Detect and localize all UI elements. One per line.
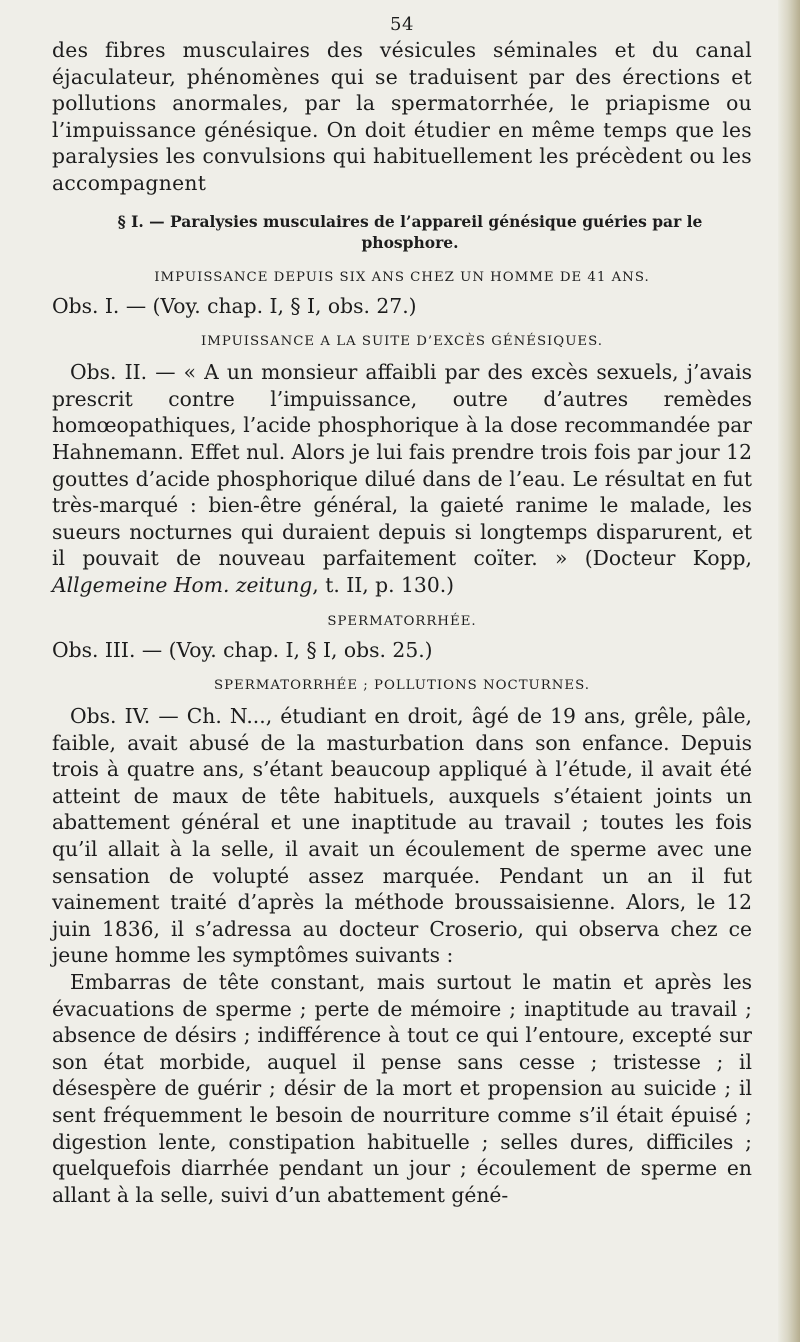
observation-4 (52, 703, 752, 969)
page-edge (778, 0, 800, 1342)
journal-title: Allgemeine Hom. zeitung (52, 572, 313, 597)
obs-label-2: Obs. II. (70, 360, 148, 385)
intro-paragraph: des fibres musculaires des vésicules séminales et du canal éjaculateur, phénomènes qui se traduisent par des érections et pollutions anormales, par la spermatorrhée, le priapisme ou l’impuissance génésique. On doit étudier en même temps que les paralysies les convulsions qui habituellement les précèdent ou les accompagnent (52, 38, 752, 195)
case-heading-1: IMPUISSANCE DEPUIS SIX ANS CHEZ UN HOMME DE 41 ANS. (154, 269, 650, 285)
page-number: 54 (390, 14, 414, 35)
case-heading-3: SPERMATORRHÉE. (327, 613, 477, 629)
obs-text-3: — (Voy. chap. I, § I, obs. 25.) (135, 637, 433, 662)
obs-label-1: Obs. I. (52, 293, 120, 318)
symptoms-paragraph: Embarras de tête constant, mais surtout le matin et après les évacuations de sperme ; perte de mémoire ; inaptitude au travail ; absence de désirs ; indifférence à tout ce qui l’entoure, excepté sur son état morbide, auquel il pense sans cesse ; tristesse ; il désespère de guérir ; désir de la mort et propension au suicide ; il sent fréquemment le besoin de nourriture comme s’il était épuisé ; digestion lente, constipation habituelle ; selles dures, difficiles ; quelquefois diarrhée pendant un jour ; écoulement de sperme en allant à la selle, suivi d’un abattement géné- (52, 970, 752, 1207)
case-heading-2: IMPUISSANCE A LA SUITE D’EXCÈS GÉNÉSIQUES. (201, 334, 603, 350)
observation-3 (52, 637, 752, 664)
obs-label-3: Obs. III. (52, 637, 136, 662)
obs-text-4: — Ch. N..., étudiant en droit, âgé de 19 ans, grêle, pâle, faible, avait abusé de la masturbation dans son enfance. Depuis trois à quatre ans, s’étant beaucoup appliqué à l’étude, il avait été atteint de maux de tête habituels, auxquels s’étaient joints un abattement général et une inaptitude au travail ; toutes les fois qu’il allait à la selle, il avait un écoulement de sperme avec une sensation de volupté assez marquée. Pendant un an il fut vainement traité d’après la méthode broussaisienne. Alors, le 12 juin 1836, il s’adressa au docteur Croserio, qui observa chez ce jeune homme les symptômes suivants : (52, 704, 752, 968)
obs-label-4: Obs. IV. (70, 704, 151, 729)
observation-1 (52, 293, 752, 320)
obs-text-2: — « A un monsieur affaibli par des excès sexuels, j’avais prescrit contre l’impuissance, outre d’autres remèdes homœopathiques, l’acide phosphorique à la dose recommandée par Hahnemann. Effet nul. Alors je lui fais prendre trois fois par jour 12 gouttes d’acide phosphorique dilué dans de l’eau. Le résultat en fut très-marqué : bien-être général, la gaieté ranime le malade, les sueurs nocturnes qui duraient depuis si longtemps disparurent, et il pouvait de nouveau parfaitement coïter. » (Docteur Kopp, (52, 360, 752, 571)
obs-citation-2: , t. II, p. 130.) (312, 572, 455, 597)
case-heading-4: SPERMATORRHÉE ; POLLUTIONS NOCTURNES. (214, 678, 590, 694)
observation-2 (52, 359, 752, 598)
section-title: § I. — Paralysies musculaires de l’appareil génésique guéries par le phosphore. (117, 211, 703, 252)
book-page (52, 14, 752, 1208)
obs-text-1: — (Voy. chap. I, § I, obs. 27.) (119, 293, 417, 318)
